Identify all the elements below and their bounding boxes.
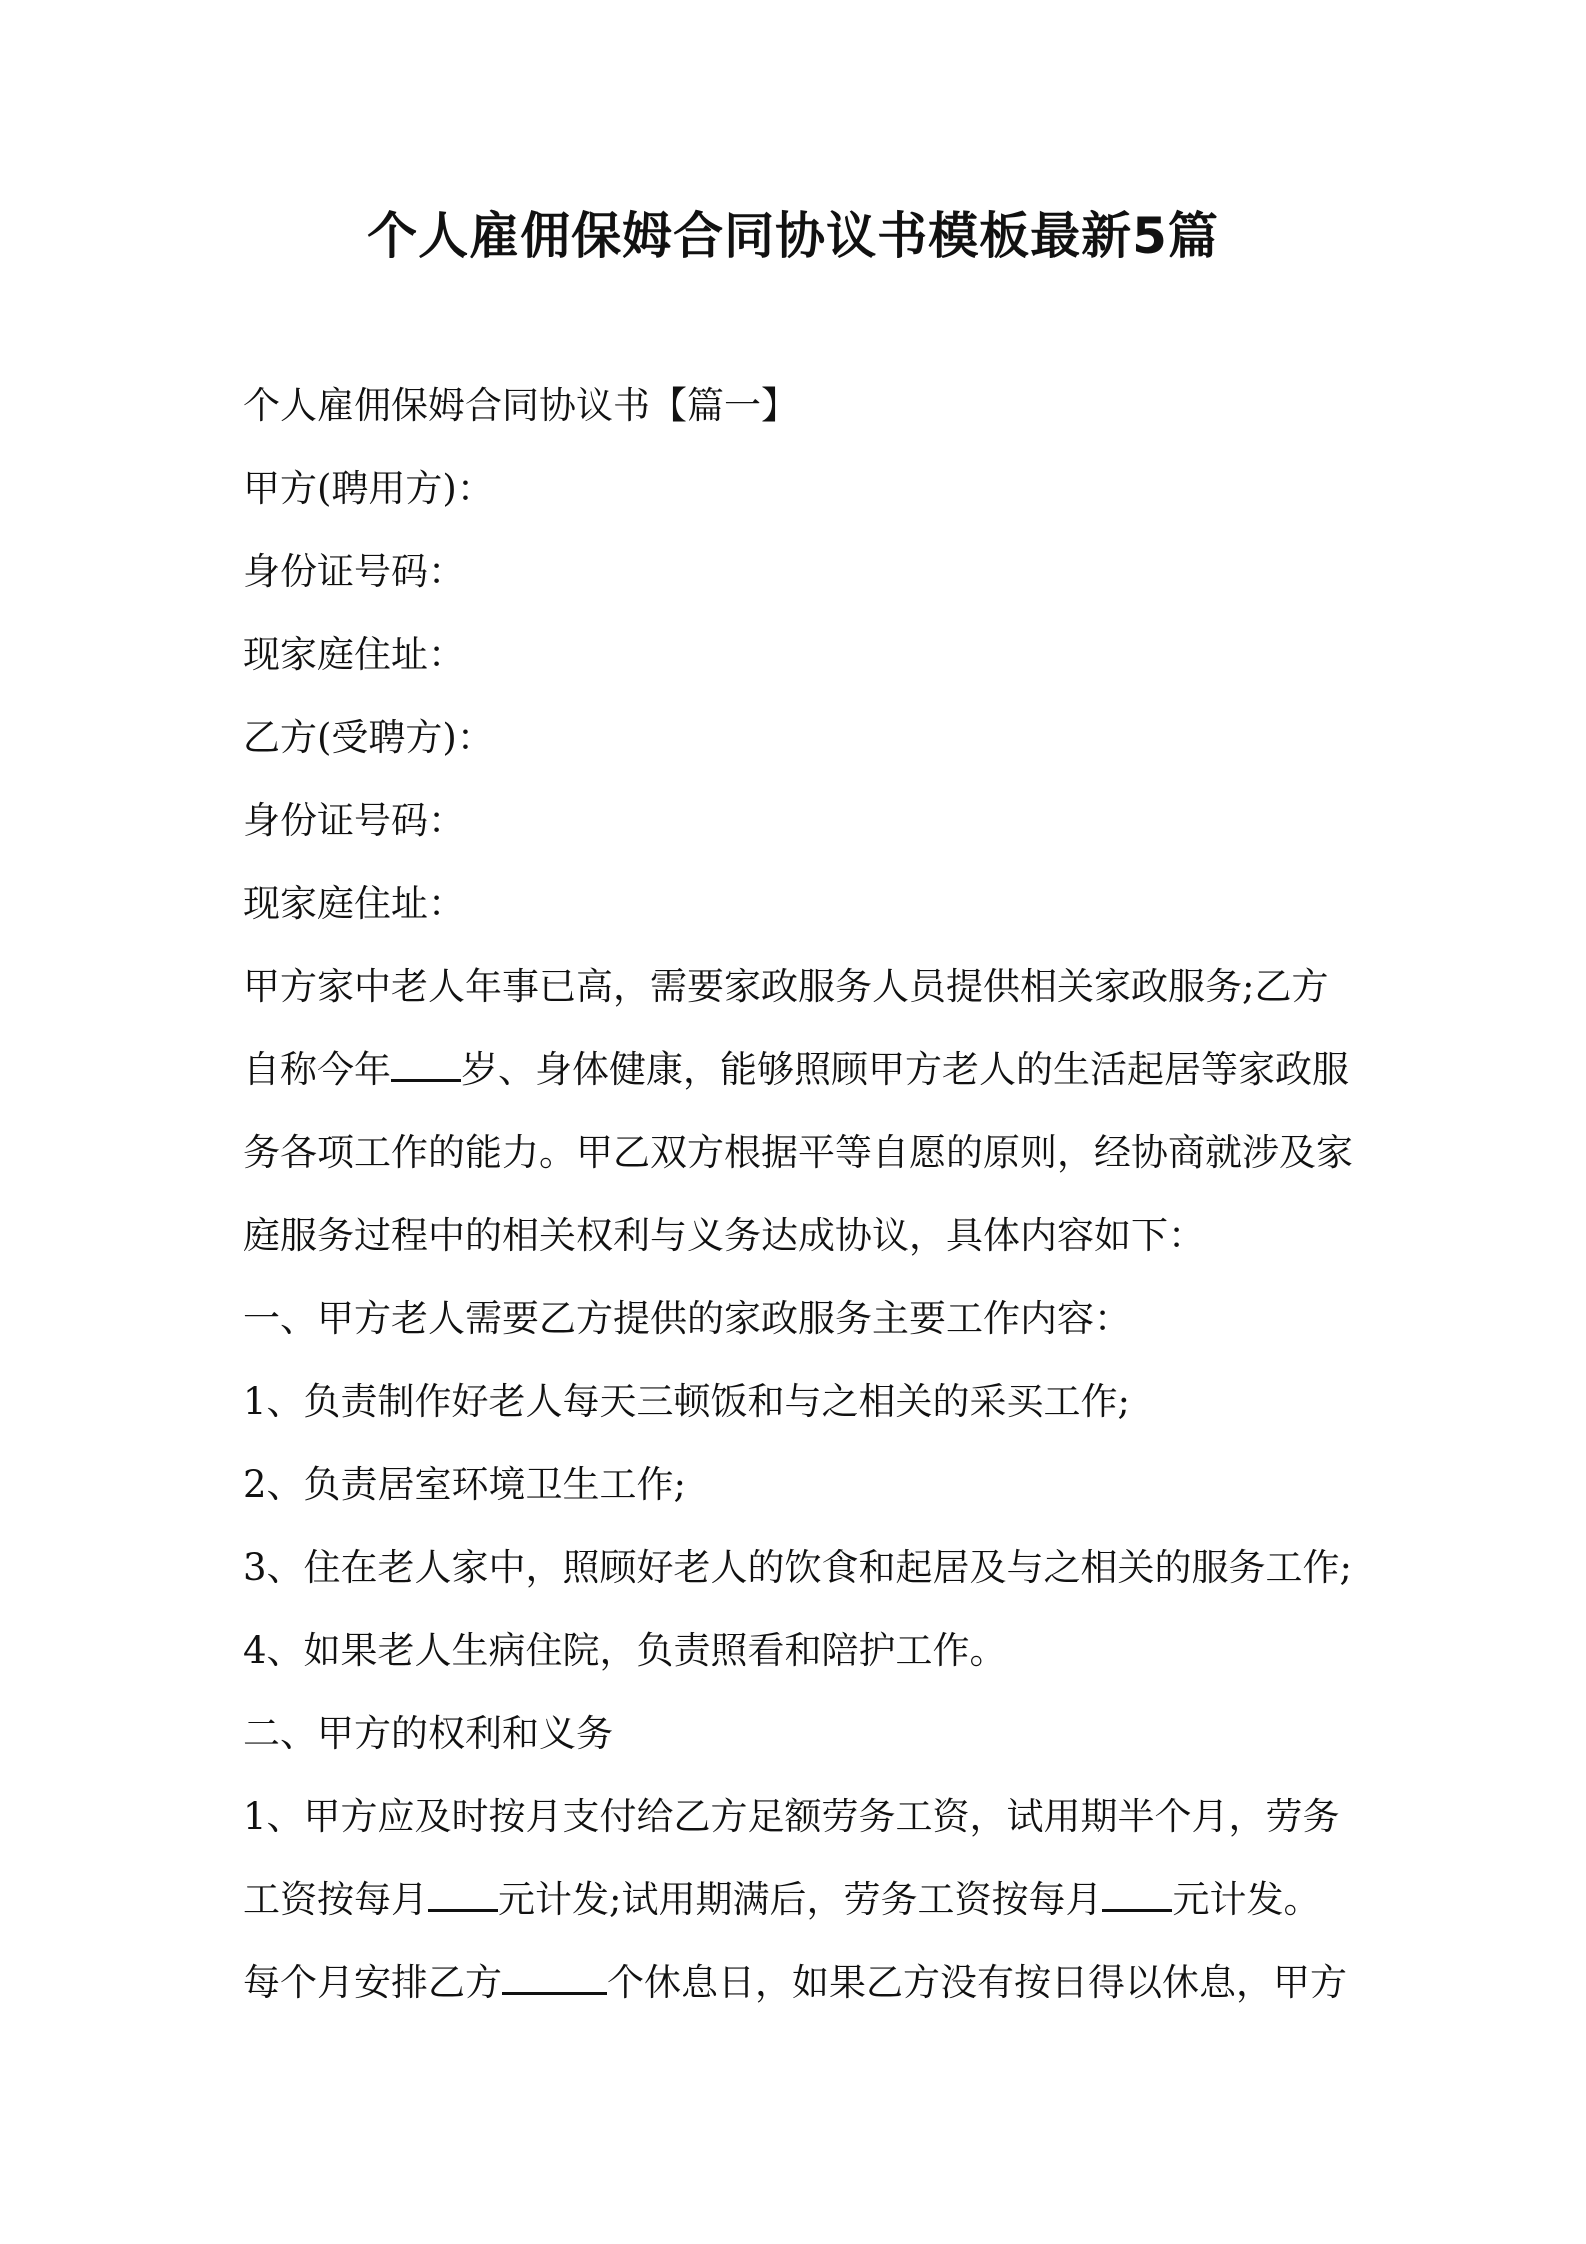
text-segment: 元计发;试用期满后，劳务工资按每月 [498, 1878, 1103, 1921]
paragraph-line: 庭服务过程中的相关权利与义务达成协议，具体内容如下： [243, 1214, 1205, 1257]
paragraph-line: 务各项工作的能力。甲乙双方根据平等自愿的原则，经协商就涉及家 [243, 1131, 1353, 1174]
text-segment: 工资按每月 [243, 1878, 428, 1921]
text-segment: 自称今年 [243, 1048, 391, 1091]
age-blank [391, 1041, 461, 1082]
text-segment: 个休息日，如果乙方没有按日得以休息，甲方 [607, 1961, 1347, 2004]
section-heading: 个人雇佣保姆合同协议书【篇一】 [243, 384, 798, 427]
clause-item: 1、负责制作好老人每天三顿饭和与之相关的采买工作; [243, 1380, 1131, 1423]
clause-item: 2、负责居室环境卫生工作; [243, 1463, 687, 1506]
clause-item: 4、如果老人生病住院，负责照看和陪护工作。 [243, 1629, 1007, 1672]
party-b-id-label: 身份证号码： [243, 799, 465, 842]
paragraph-line [243, 1028, 1363, 1111]
monthly-wage-blank [1102, 1871, 1172, 1912]
party-a-label: 甲方(聘用方)： [243, 467, 494, 510]
text-segment: 每个月安排乙方 [243, 1961, 502, 2004]
clause-heading: 一、甲方老人需要乙方提供的家政服务主要工作内容： [243, 1297, 1131, 1340]
trial-wage-blank [428, 1871, 498, 1912]
party-a-id-label: 身份证号码： [243, 550, 465, 593]
document-body [243, 364, 1363, 2024]
paragraph-line [243, 1858, 1363, 1941]
party-a-address-label: 现家庭住址： [243, 633, 465, 676]
paragraph-line: 甲方家中老人年事已高，需要家政服务人员提供相关家政服务;乙方 [243, 965, 1329, 1008]
rest-days-blank [502, 1954, 607, 1995]
party-b-address-label: 现家庭住址： [243, 882, 465, 925]
clause-item: 3、住在老人家中，照顾好老人的饮食和起居及与之相关的服务工作; [243, 1546, 1353, 1589]
text-segment: 元计发。 [1172, 1878, 1321, 1921]
text-segment: 岁、身体健康，能够照顾甲方老人的生活起居等家政服 [461, 1048, 1349, 1091]
clause-item: 1、甲方应及时按月支付给乙方足额劳务工资，试用期半个月，劳务 [243, 1795, 1340, 1838]
party-b-label: 乙方(受聘方)： [243, 716, 494, 759]
document-title: 个人雇佣保姆合同协议书模板最新5篇 [367, 207, 1219, 265]
clause-heading: 二、甲方的权利和义务 [243, 1712, 613, 1755]
paragraph-line [243, 1941, 1363, 2024]
